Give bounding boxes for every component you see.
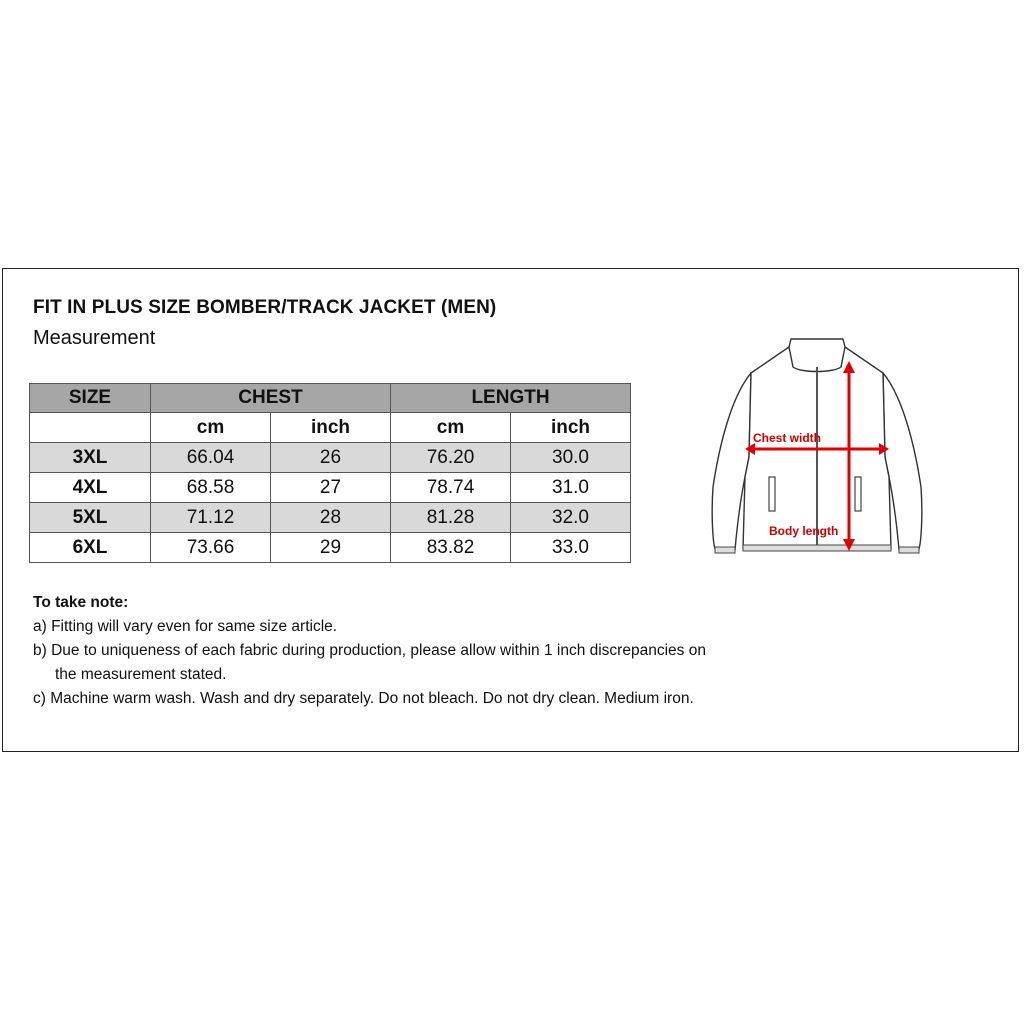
chart-title: FIT IN PLUS SIZE BOMBER/TRACK JACKET (MEN) — [33, 297, 497, 318]
length-inch-cell: 31.0 — [511, 473, 631, 503]
notes-heading: To take note: — [33, 594, 129, 611]
note-a: a) Fitting will vary even for same size article. — [33, 618, 338, 635]
length-inch-cell: 30.0 — [511, 443, 631, 473]
table-units-row — [30, 413, 631, 443]
table-row — [30, 443, 631, 473]
header-length: LENGTH — [391, 384, 631, 413]
length-inch-cell: 33.0 — [511, 533, 631, 563]
chart-subtitle: Measurement — [33, 327, 156, 349]
length-cm-cell: 83.82 — [391, 533, 511, 563]
unit-chest-inch: inch — [271, 413, 391, 443]
right-cuff — [899, 547, 919, 553]
chest-cm-cell: 71.12 — [151, 503, 271, 533]
unit-length-cm: cm — [391, 413, 511, 443]
chest-width-label: Chest width — [753, 431, 821, 445]
length-cm-cell: 81.28 — [391, 503, 511, 533]
size-cell: 5XL — [30, 503, 151, 533]
length-cm-cell: 78.74 — [391, 473, 511, 503]
chest-cm-cell: 66.04 — [151, 443, 271, 473]
table-row — [30, 503, 631, 533]
size-chart-card — [2, 268, 1019, 752]
notes-section — [33, 591, 706, 711]
header-chest: CHEST — [151, 384, 391, 413]
note-c: c) Machine warm wash. Wash and dry separately. Do not bleach. Do not dry clean. Medium iron. — [33, 690, 694, 707]
chest-inch-cell: 27 — [271, 473, 391, 503]
chest-inch-cell: 28 — [271, 503, 391, 533]
note-b-continued: the measurement stated. — [55, 666, 227, 683]
left-cuff — [715, 547, 735, 553]
size-cell: 3XL — [30, 443, 151, 473]
header-size: SIZE — [30, 384, 151, 413]
chest-cm-cell: 68.58 — [151, 473, 271, 503]
jacket-diagram — [709, 337, 925, 561]
hem-ribbing — [743, 545, 891, 551]
table-row — [30, 473, 631, 503]
size-cell: 6XL — [30, 533, 151, 563]
body-length-label: Body length — [769, 524, 839, 538]
length-inch-cell: 32.0 — [511, 503, 631, 533]
unit-chest-cm: cm — [151, 413, 271, 443]
table-row — [30, 533, 631, 563]
note-b: b) Due to uniqueness of each fabric during production, please allow within 1 inch discrepancies on — [33, 642, 706, 659]
size-table — [29, 383, 631, 563]
chest-inch-cell: 29 — [271, 533, 391, 563]
unit-length-inch: inch — [511, 413, 631, 443]
length-cm-cell: 76.20 — [391, 443, 511, 473]
size-cell: 4XL — [30, 473, 151, 503]
collar — [789, 339, 845, 372]
units-blank — [30, 413, 151, 443]
table-header-row — [30, 384, 631, 413]
chest-inch-cell: 26 — [271, 443, 391, 473]
chest-cm-cell: 73.66 — [151, 533, 271, 563]
